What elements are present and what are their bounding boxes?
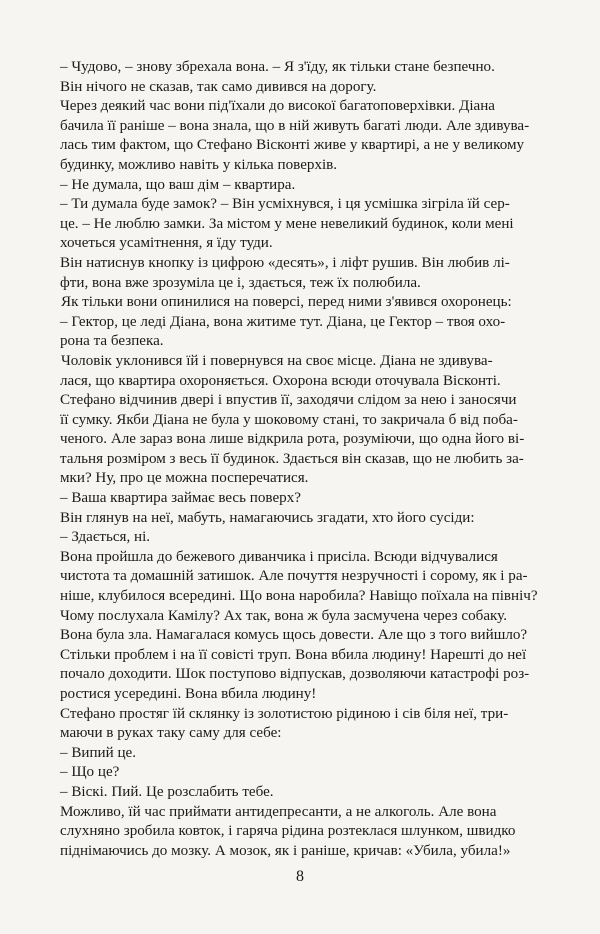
text-line: – Гектор, це леді Діана, вона житиме тут. Діана, це Гектор – твоя охо- (60, 313, 506, 330)
text-line: – Віскі. Пий. Це розслабить тебе. (60, 783, 274, 800)
text-line: Стільки проблем і на її совісті труп. Вона вбила людину! Нарешті до неї (60, 646, 527, 663)
page-number: 8 (296, 868, 304, 885)
text-line: піднімаючись до мозку. А мозок, як і раніше, кричав: «Убила, убила!» (60, 842, 511, 859)
text-line: бачила її раніше – вона знала, що в ній живуть багаті люди. Але здивува- (60, 117, 530, 134)
text-line: Можливо, їй час приймати антидепресанти, а не алкоголь. Але вона (60, 803, 497, 820)
text-line: – Ти думала буде замок? – Він усміхнувся, і ця усмішка зігріла їй сер- (60, 196, 510, 213)
text-line: мки? Ну, про це можна посперечатися. (60, 470, 309, 487)
text-line: – Чудово, – знову збрехала вона. – Я з'їду, як тільки стане безпечно. (60, 59, 495, 75)
text-line: Він глянув на неї, мабуть, намагаючись згадати, хто його сусіди: (60, 509, 475, 526)
text-line: – Здається, ні. (60, 529, 151, 546)
text-line: Як тільки вони опинилися на поверсі, перед ними з'явився охоронець: (61, 294, 512, 311)
text-line: – Що це? (60, 764, 120, 781)
text-line: ростися усередині. Вона вбила людину! (60, 686, 317, 702)
text-line: Вона була зла. Намагалася комусь щось довести. Але що з того вийшло? (60, 627, 528, 644)
text-line: – Не думала, що ваш дім – квартира. (60, 176, 296, 193)
text-line: її сумку. Якби Діана не була у шоковому стані, то закричала б від поба- (60, 411, 518, 428)
text-line: ніше, клубилося всередині. Що вона наробила? Навіщо поїхала на північ? (60, 588, 538, 605)
page-body-text (60, 58, 566, 861)
text-line: тальня розміром з весь її будинок. Здається він сказав, що не любить за- (60, 450, 524, 467)
text-line: – Випий це. (60, 744, 137, 761)
text-line: слухняно зробила ковток, і гаряча рідина розтеклася шлунком, швидко (60, 823, 516, 840)
text-line: Він натиснув кнопку із цифрою «десять», і ліфт рушив. Він любив лі- (60, 254, 510, 271)
text-line: фти, вона вже зрозуміла це і, здається, теж їх полюбила. (60, 274, 421, 291)
text-line: рона та безпека. (60, 333, 164, 350)
text-line: хочеться усамітнення, я їду туди. (60, 235, 273, 252)
text-line: будинку, можливо навіть у кілька поверхів. (60, 156, 338, 173)
text-line: чистота та домашній затишок. Але почуття незручності і сорому, як і ра- (60, 568, 528, 585)
text-line: лася, що квартира охороняється. Охорона всюди оточувала Вісконті. (60, 372, 501, 389)
text-line: ченого. Але зараз вона лише відкрила рота, розуміючи, що одна його ві- (60, 431, 525, 448)
text-line: Чому послухала Камілу? Ах так, вона ж була засмучена через собаку. (60, 607, 507, 624)
text-line: Чоловік уклонився їй і повернувся на своє місце. Діана не здивува- (61, 352, 493, 369)
text-line: лась тим фактом, що Стефано Вісконті живе у квартирі, а не у великому (60, 137, 525, 154)
text-line: почало доходити. Шок поступово відпускав, дозволяючи катастрофі роз- (60, 666, 530, 683)
text-line: Через деякий час вони під'їхали до високої багатоповерхівки. Діана (60, 98, 495, 115)
text-line: Вона пройшла до бежевого диванчика і присіла. Всюди відчувалися (60, 548, 498, 565)
text-line: маючи в руках таку саму для себе: (60, 725, 282, 742)
text-line: – Ваша квартира займає весь поверх? (60, 490, 301, 507)
text-line: Стефано відчинив двері і впустив її, заходячи слідом за нею і заносячи (60, 392, 517, 409)
text-line: це. – Не люблю замки. За містом у мене невеликий будинок, коли мені (60, 215, 514, 232)
text-line: Він нічого не сказав, так само дивився на дорогу. (60, 78, 377, 95)
text-line: Стефано простяг їй склянку із золотистою рідиною і сів біля неї, три- (60, 705, 509, 722)
